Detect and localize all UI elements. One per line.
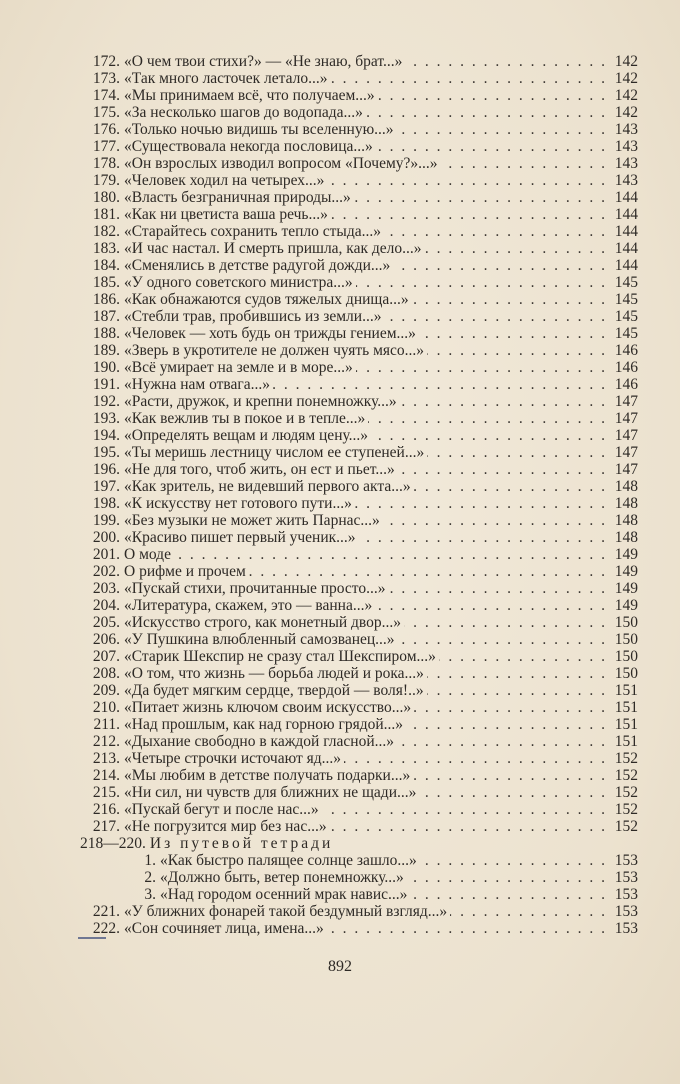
dot-leader	[366, 104, 605, 121]
dot-leader	[359, 529, 605, 546]
toc-entry	[76, 121, 638, 138]
dot-leader	[398, 461, 605, 478]
entry-title: «Так много ласточек летало...»	[124, 70, 328, 87]
entry-page: 147	[614, 461, 638, 478]
toc-entry	[76, 257, 638, 274]
toc-entry	[76, 427, 638, 444]
entry-title: «Пускай бегут и после нас...»	[124, 801, 319, 818]
entry-number: 188.	[92, 325, 120, 342]
entry-page: 149	[614, 580, 638, 597]
entry-page: 150	[614, 614, 638, 631]
toc-entry	[76, 172, 638, 189]
entry-number: 218—220.	[80, 835, 146, 852]
entry-number: 196.	[92, 461, 120, 478]
entry-page: 146	[614, 359, 638, 376]
toc-entry	[76, 444, 638, 461]
entry-number: 198.	[92, 495, 120, 512]
entry-page: 145	[614, 274, 638, 291]
dot-leader	[427, 444, 605, 461]
entry-title: «Как ни цветиста ваша речь...»	[124, 206, 328, 223]
entry-number: 217.	[92, 818, 120, 835]
entry-page: 151	[614, 716, 638, 733]
toc-entry	[76, 512, 638, 529]
toc-entry	[76, 461, 638, 478]
entry-number: 1.	[144, 852, 156, 869]
entry-number: 185.	[92, 274, 120, 291]
entry-title: «Пускай стихи, прочитанные просто...»	[124, 580, 386, 597]
entry-page: 144	[614, 206, 638, 223]
entry-number: 206.	[92, 631, 120, 648]
entry-page: 151	[614, 682, 638, 699]
entry-title: О моде	[124, 546, 171, 563]
dot-leader	[439, 648, 605, 665]
entry-number: 194.	[92, 427, 120, 444]
dot-leader	[412, 291, 605, 308]
entry-number: 3.	[144, 886, 156, 903]
entry-title: «Без музыки не может жить Парнас...»	[124, 512, 380, 529]
entry-number: 193.	[92, 410, 120, 427]
entry-page: 142	[614, 53, 638, 70]
toc-entry	[76, 325, 638, 342]
dot-leader	[414, 699, 605, 716]
entry-number: 208.	[92, 665, 120, 682]
entry-title: «Расти, дружок, и крепни понемножку...»	[124, 393, 397, 410]
entry-number: 2.	[144, 869, 156, 886]
entry-page: 152	[614, 767, 638, 784]
dot-leader	[406, 716, 605, 733]
toc-entry	[76, 478, 638, 495]
entry-title: «Существовала некогда пословица...»	[124, 138, 373, 155]
entry-page: 152	[614, 784, 638, 801]
entry-title: «Искусство строго, как монетный двор...»	[124, 614, 402, 631]
toc-entry	[76, 920, 638, 937]
toc-entry	[76, 104, 638, 121]
entry-title: «Красиво пишет первый ученик...»	[124, 529, 356, 546]
entry-title: «Старик Шекспир не сразу стал Шекспиром...»	[124, 648, 436, 665]
entry-number: 184.	[92, 257, 120, 274]
toc-entry	[76, 733, 638, 750]
toc-entry	[76, 206, 638, 223]
toc-entry	[76, 138, 638, 155]
entry-number: 211.	[93, 716, 120, 733]
toc-entry	[76, 903, 638, 920]
toc-entry	[76, 410, 638, 427]
dot-leader	[419, 325, 605, 342]
toc-entry	[76, 155, 638, 172]
toc-entry	[76, 563, 638, 580]
dot-leader	[330, 818, 605, 835]
entry-title: «Как обнажаются судов тяжелых днища...»	[124, 291, 409, 308]
entry-title: «Должно быть, ветер понемножку...»	[160, 869, 404, 886]
entry-page: 150	[614, 648, 638, 665]
entry-number: 212.	[92, 733, 120, 750]
entry-title: «За несколько шагов до водопада...»	[124, 104, 363, 121]
entry-page: 143	[614, 155, 638, 172]
entry-page: 147	[614, 410, 638, 427]
entry-title: «Над прошлым, как над горною грядой...»	[124, 716, 404, 733]
dot-leader	[384, 223, 605, 240]
entry-page: 152	[614, 750, 638, 767]
entry-number: 207.	[92, 648, 120, 665]
entry-number: 209.	[92, 682, 120, 699]
dot-leader	[327, 172, 605, 189]
toc-entry	[76, 308, 638, 325]
dot-leader	[427, 342, 605, 359]
toc-entry	[76, 801, 638, 818]
entry-number: 173.	[92, 70, 120, 87]
entry-page: 145	[614, 325, 638, 342]
dot-leader	[331, 206, 605, 223]
entry-page: 147	[614, 427, 638, 444]
dot-leader	[450, 903, 605, 920]
entry-page: 152	[614, 818, 638, 835]
entry-number: 190.	[92, 359, 120, 376]
dot-leader	[327, 920, 605, 937]
entry-title: «Всё умирает на земле и в море...»	[124, 359, 353, 376]
page-number: 892	[328, 958, 352, 975]
entry-title: «Литература, скажем, это — ванна...»	[124, 597, 373, 614]
entry-title: «Мы любим в детстве получать подарки...»	[124, 767, 411, 784]
entry-page: 144	[614, 223, 638, 240]
dot-leader	[425, 240, 605, 257]
entry-title: «У ближних фонарей такой бездумный взгляд...»	[124, 903, 448, 920]
entry-title: «Определять вещам и людям цену...»	[124, 427, 369, 444]
dot-leader	[249, 563, 605, 580]
entry-title: «У Пушкина влюбленный самозванец...»	[124, 631, 395, 648]
dot-leader	[344, 750, 605, 767]
entry-title: «Четыре строчки источают яд...»	[124, 750, 342, 767]
toc-entry	[76, 784, 638, 801]
entry-title: «О чем твои стихи?» — «Не знаю, брат...»	[124, 53, 403, 70]
entry-title: «Сменялись в детстве радугой дожди...»	[124, 257, 391, 274]
entry-title: «Как быстро палящее солнце зашло...»	[160, 852, 417, 869]
entry-page: 145	[614, 308, 638, 325]
entry-page: 153	[614, 869, 638, 886]
entry-number: 176.	[92, 121, 120, 138]
entry-number: 204.	[92, 597, 120, 614]
dot-leader	[375, 597, 605, 614]
dot-leader	[441, 155, 605, 172]
entry-page: 143	[614, 138, 638, 155]
dot-leader	[427, 682, 605, 699]
entry-number: 200.	[92, 529, 120, 546]
entry-page: 153	[614, 852, 638, 869]
entry-number: 195.	[92, 444, 120, 461]
toc-entry	[76, 869, 638, 886]
dot-leader	[407, 869, 605, 886]
dot-leader	[376, 138, 605, 155]
entry-number: 179.	[92, 172, 120, 189]
entry-page: 151	[614, 733, 638, 750]
dot-leader	[174, 546, 605, 563]
entry-page: 153	[614, 920, 638, 937]
dot-leader	[420, 852, 605, 869]
entry-page: 144	[614, 189, 638, 206]
toc-entry	[76, 665, 638, 682]
entry-number: 192.	[92, 393, 120, 410]
entry-number: 214.	[92, 767, 120, 784]
entry-number: 199.	[92, 512, 120, 529]
entry-page: 150	[614, 665, 638, 682]
entry-number: 182.	[92, 223, 120, 240]
dot-leader	[389, 580, 605, 597]
entry-page: 149	[614, 546, 638, 563]
toc-entry	[76, 580, 638, 597]
entry-number: 183.	[92, 240, 120, 257]
dot-leader	[419, 784, 605, 801]
entry-number: 178.	[92, 155, 120, 172]
toc-entry	[76, 359, 638, 376]
entry-title: «К искусству нет готового пути...»	[124, 495, 352, 512]
entry-page: 151	[614, 699, 638, 716]
dot-leader	[383, 512, 605, 529]
dot-leader	[414, 478, 605, 495]
entry-number: 201.	[92, 546, 120, 563]
dot-leader	[397, 121, 605, 138]
toc-section-heading	[76, 835, 638, 852]
entry-number: 215.	[92, 784, 120, 801]
ink-mark	[78, 937, 106, 939]
entry-number: 202.	[92, 563, 120, 580]
entry-title: Из путевой тетради	[149, 835, 334, 852]
toc-entry	[76, 767, 638, 784]
dot-leader	[368, 410, 605, 427]
entry-title: «Дыхание свободно в каждой гласной...»	[124, 733, 395, 750]
entry-title: «Человек — хоть будь он трижды гением...»	[124, 325, 416, 342]
entry-number: 216.	[92, 801, 120, 818]
entry-title: «Ты меришь лестницу числом ее ступеней...»	[124, 444, 425, 461]
toc-entry	[76, 699, 638, 716]
table-of-contents	[76, 53, 638, 937]
dot-leader	[400, 393, 605, 410]
entry-title: «Сон сочиняет лица, имена...»	[124, 920, 324, 937]
toc-entry	[76, 376, 638, 393]
entry-number: 177.	[92, 138, 120, 155]
entry-title: «Человек ходил на четырех...»	[124, 172, 325, 189]
entry-number: 213.	[92, 750, 120, 767]
entry-page: 153	[614, 903, 638, 920]
dot-leader	[371, 427, 605, 444]
dot-leader	[427, 665, 605, 682]
dot-leader	[405, 53, 605, 70]
entry-title: «Как вежлив ты в покое и в тепле...»	[124, 410, 366, 427]
entry-page: 148	[614, 512, 638, 529]
entry-page: 149	[614, 597, 638, 614]
entry-title: «Ни сил, ни чувств для ближних не щади...»	[124, 784, 417, 801]
entry-title: «Власть безграничная природы...»	[124, 189, 351, 206]
entry-page: 145	[614, 291, 638, 308]
dot-leader	[398, 631, 605, 648]
entry-number: 197.	[92, 478, 120, 495]
entry-title: «Да будет мягким сердце, твердой — воля!..»	[124, 682, 424, 699]
entry-number: 172.	[92, 53, 120, 70]
toc-entry	[76, 631, 638, 648]
dot-leader	[322, 801, 605, 818]
toc-entry	[76, 291, 638, 308]
entry-page: 143	[614, 172, 638, 189]
entry-page: 148	[614, 495, 638, 512]
entry-title: «И час настал. И смерть пришла, как дело...»	[124, 240, 422, 257]
dot-leader	[356, 274, 605, 291]
toc-entry	[76, 750, 638, 767]
toc-entry	[76, 87, 638, 104]
entry-number: 175.	[92, 104, 120, 121]
dot-leader	[356, 359, 605, 376]
dot-leader	[393, 257, 605, 274]
entry-number: 187.	[92, 308, 120, 325]
toc-entry	[76, 223, 638, 240]
toc-entry	[76, 648, 638, 665]
toc-entry	[76, 886, 638, 903]
toc-entry	[76, 274, 638, 291]
toc-entry	[76, 189, 638, 206]
entry-page: 148	[614, 529, 638, 546]
entry-title: «Над городом осенний мрак навис...»	[160, 886, 408, 903]
toc-entry	[76, 495, 638, 512]
toc-entry	[76, 529, 638, 546]
entry-title: «Как зритель, не видевший первого акта...»	[124, 478, 411, 495]
entry-number: 174.	[92, 87, 120, 104]
entry-page: 146	[614, 376, 638, 393]
entry-title: «Питает жизнь ключом своим искусство...»	[124, 699, 412, 716]
entry-page: 144	[614, 257, 638, 274]
entry-title: «О том, что жизнь — борьба людей и рока...»	[124, 665, 424, 682]
toc-entry	[76, 614, 638, 631]
entry-title: «Только ночью видишь ты вселенную...»	[124, 121, 394, 138]
dot-leader	[355, 495, 605, 512]
toc-entry	[76, 546, 638, 563]
toc-entry	[76, 53, 638, 70]
entry-number: 180.	[92, 189, 120, 206]
toc-entry	[76, 70, 638, 87]
toc-entry	[76, 852, 638, 869]
toc-entry	[76, 393, 638, 410]
entry-number: 222.	[92, 920, 120, 937]
toc-entry	[76, 597, 638, 614]
entry-number: 186.	[92, 291, 120, 308]
entry-page: 152	[614, 801, 638, 818]
entry-title: «Зверь в укротителе не должен чуять мясо...»	[124, 342, 425, 359]
entry-title: «Не для того, чтоб жить, он ест и пьет...»	[124, 461, 395, 478]
dot-leader	[378, 87, 605, 104]
entry-title: О рифме и прочем	[124, 563, 246, 580]
dot-leader	[331, 70, 605, 87]
entry-number: 203.	[92, 580, 120, 597]
entry-page: 142	[614, 87, 638, 104]
entry-number: 181.	[92, 206, 120, 223]
entry-number: 191.	[92, 376, 120, 393]
dot-leader	[397, 733, 605, 750]
entry-page: 142	[614, 104, 638, 121]
entry-page: 150	[614, 631, 638, 648]
entry-title: «Стебли трав, пробившись из земли...»	[124, 308, 382, 325]
entry-page: 147	[614, 444, 638, 461]
entry-number: 205.	[92, 614, 120, 631]
entry-number: 210.	[92, 699, 120, 716]
entry-number: 189.	[92, 342, 120, 359]
dot-leader	[354, 189, 605, 206]
toc-entry	[76, 716, 638, 733]
entry-page: 147	[614, 393, 638, 410]
entry-title: «Мы принимаем всё, что получаем...»	[124, 87, 375, 104]
dot-leader	[273, 376, 605, 393]
toc-entry	[76, 682, 638, 699]
dot-leader	[410, 886, 605, 903]
entry-page: 142	[614, 70, 638, 87]
entry-number: 221.	[92, 903, 120, 920]
entry-page: 143	[614, 121, 638, 138]
entry-title: «Старайтесь сохранить тепло стыда...»	[124, 223, 381, 240]
entry-page: 144	[614, 240, 638, 257]
entry-title: «У одного советского министра...»	[124, 274, 353, 291]
dot-leader	[384, 308, 605, 325]
dot-leader	[404, 614, 605, 631]
entry-title: «Не погрузится мир без нас...»	[124, 818, 327, 835]
entry-page: 153	[614, 886, 638, 903]
toc-entry	[76, 342, 638, 359]
entry-page: 149	[614, 563, 638, 580]
toc-entry	[76, 818, 638, 835]
entry-page: 148	[614, 478, 638, 495]
entry-page: 146	[614, 342, 638, 359]
dot-leader	[413, 767, 605, 784]
toc-entry	[76, 240, 638, 257]
entry-title: «Он взрослых изводил вопросом «Почему?»...»	[124, 155, 438, 172]
entry-title: «Нужна нам отвага...»	[124, 376, 271, 393]
